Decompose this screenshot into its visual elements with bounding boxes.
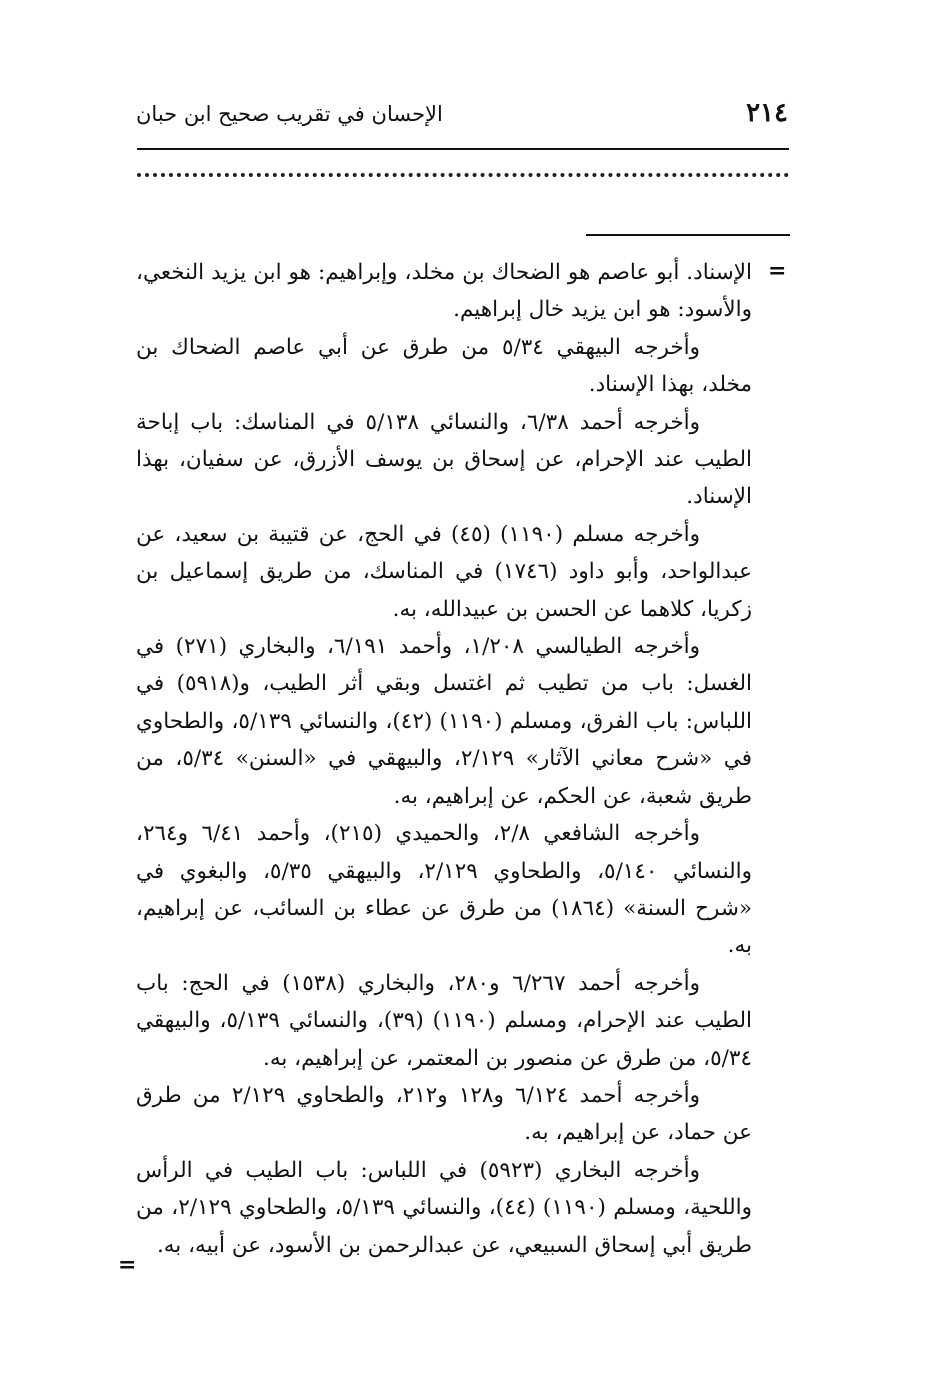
dotted-separator [137, 173, 789, 177]
header-rule [137, 148, 789, 150]
footnote-paragraph: الإسناد. أبو عاصم هو الضحاك بن مخلد، وإبراهيم: هو ابن يزيد النخعي، والأسود: هو ابن يزيد خال إبراهيم. [136, 260, 752, 323]
footnote-paragraph: وأخرجه البخاري (٥٩٢٣) في اللباس: باب الطيب في الرأس واللحية، ومسلم (١١٩٠) (٤٤)، والنسائي ٥/١٣٩، والطحاوي ٢/١٢٩، من طريق أبي إسحاق السبيعي، عن عبدالرحمن بن الأسود، عن أبيه، به. [136, 1157, 753, 1258]
footnote-paragraph: وأخرجه أحمد ٦/٢٦٧ و٢٨٠، والبخاري (١٥٣٨) في الحج: باب الطيب عند الإحرام، ومسلم (١١٩٠) (٣٩)، والنسائي ٥/١٣٩، والبيهقي ٥/٣٤، من طرق عن منصور بن المعتمر، عن إبراهيم، به. [136, 970, 752, 1071]
footnote-rule [586, 234, 790, 236]
running-title: الإحسان في تقريب صحيح ابن حبان [136, 102, 443, 126]
footnote-text [136, 254, 752, 1264]
continuation-mark-top: = [768, 258, 787, 284]
footnote-paragraph: وأخرجه أحمد ٦/٣٨، والنسائي ٥/١٣٨ في المناسك: باب إباحة الطيب عند الإحرام، عن إسحاق بن يوسف الأزرق، عن سفيان، بهذا الإسناد. [136, 409, 752, 510]
continuation-mark-bottom: = [118, 1252, 137, 1278]
page-number: ٢١٤ [746, 98, 788, 128]
footnote-paragraph: وأخرجه مسلم (١١٩٠) (٤٥) في الحج، عن قتيبة بن سعيد، عن عبدالواحد، وأبو داود (١٧٤٦) في المناسك، من طريق إسماعيل بن زكريا، كلاهما عن الحسن بن عبيدالله، به. [136, 521, 752, 622]
footnote-paragraph: وأخرجه الطيالسي ١/٢٠٨، وأحمد ٦/١٩١، والبخاري (٢٧١) في الغسل: باب من تطيب ثم اغتسل وبقي أثر الطيب، و(٥٩١٨) في اللباس: باب الفرق، ومسلم (١١٩٠) (٤٢)، والنسائي ٥/١٣٩، والطحاوي في «شرح معاني الآثار» ٢/١٢٩، والبيهقي في «السنن» ٥/٣٤، من طريق شعبة، عن الحكم، عن إبراهيم، به. [136, 634, 752, 809]
footnote-paragraph: وأخرجه البيهقي ٥/٣٤ من طرق عن أبي عاصم الضحاك بن مخلد، بهذا الإسناد. [136, 334, 752, 398]
footnote-paragraph: وأخرجه الشافعي ٢/٨، والحميدي (٢١٥)، وأحمد ٦/٤١ و٢٦٤، والنسائي ٥/١٤٠، والطحاوي ٢/١٢٩، والبيهقي ٥/٣٥، والبغوي في «شرح السنة» (١٨٦٤) من طرق عن عطاء بن السائب، عن إبراهيم، به. [136, 821, 753, 959]
footnote-paragraph: وأخرجه أحمد ٦/١٢٤ و١٢٨ و٢١٢، والطحاوي ٢/١٢٩ من طرق عن حماد، عن إبراهيم، به. [136, 1082, 752, 1146]
